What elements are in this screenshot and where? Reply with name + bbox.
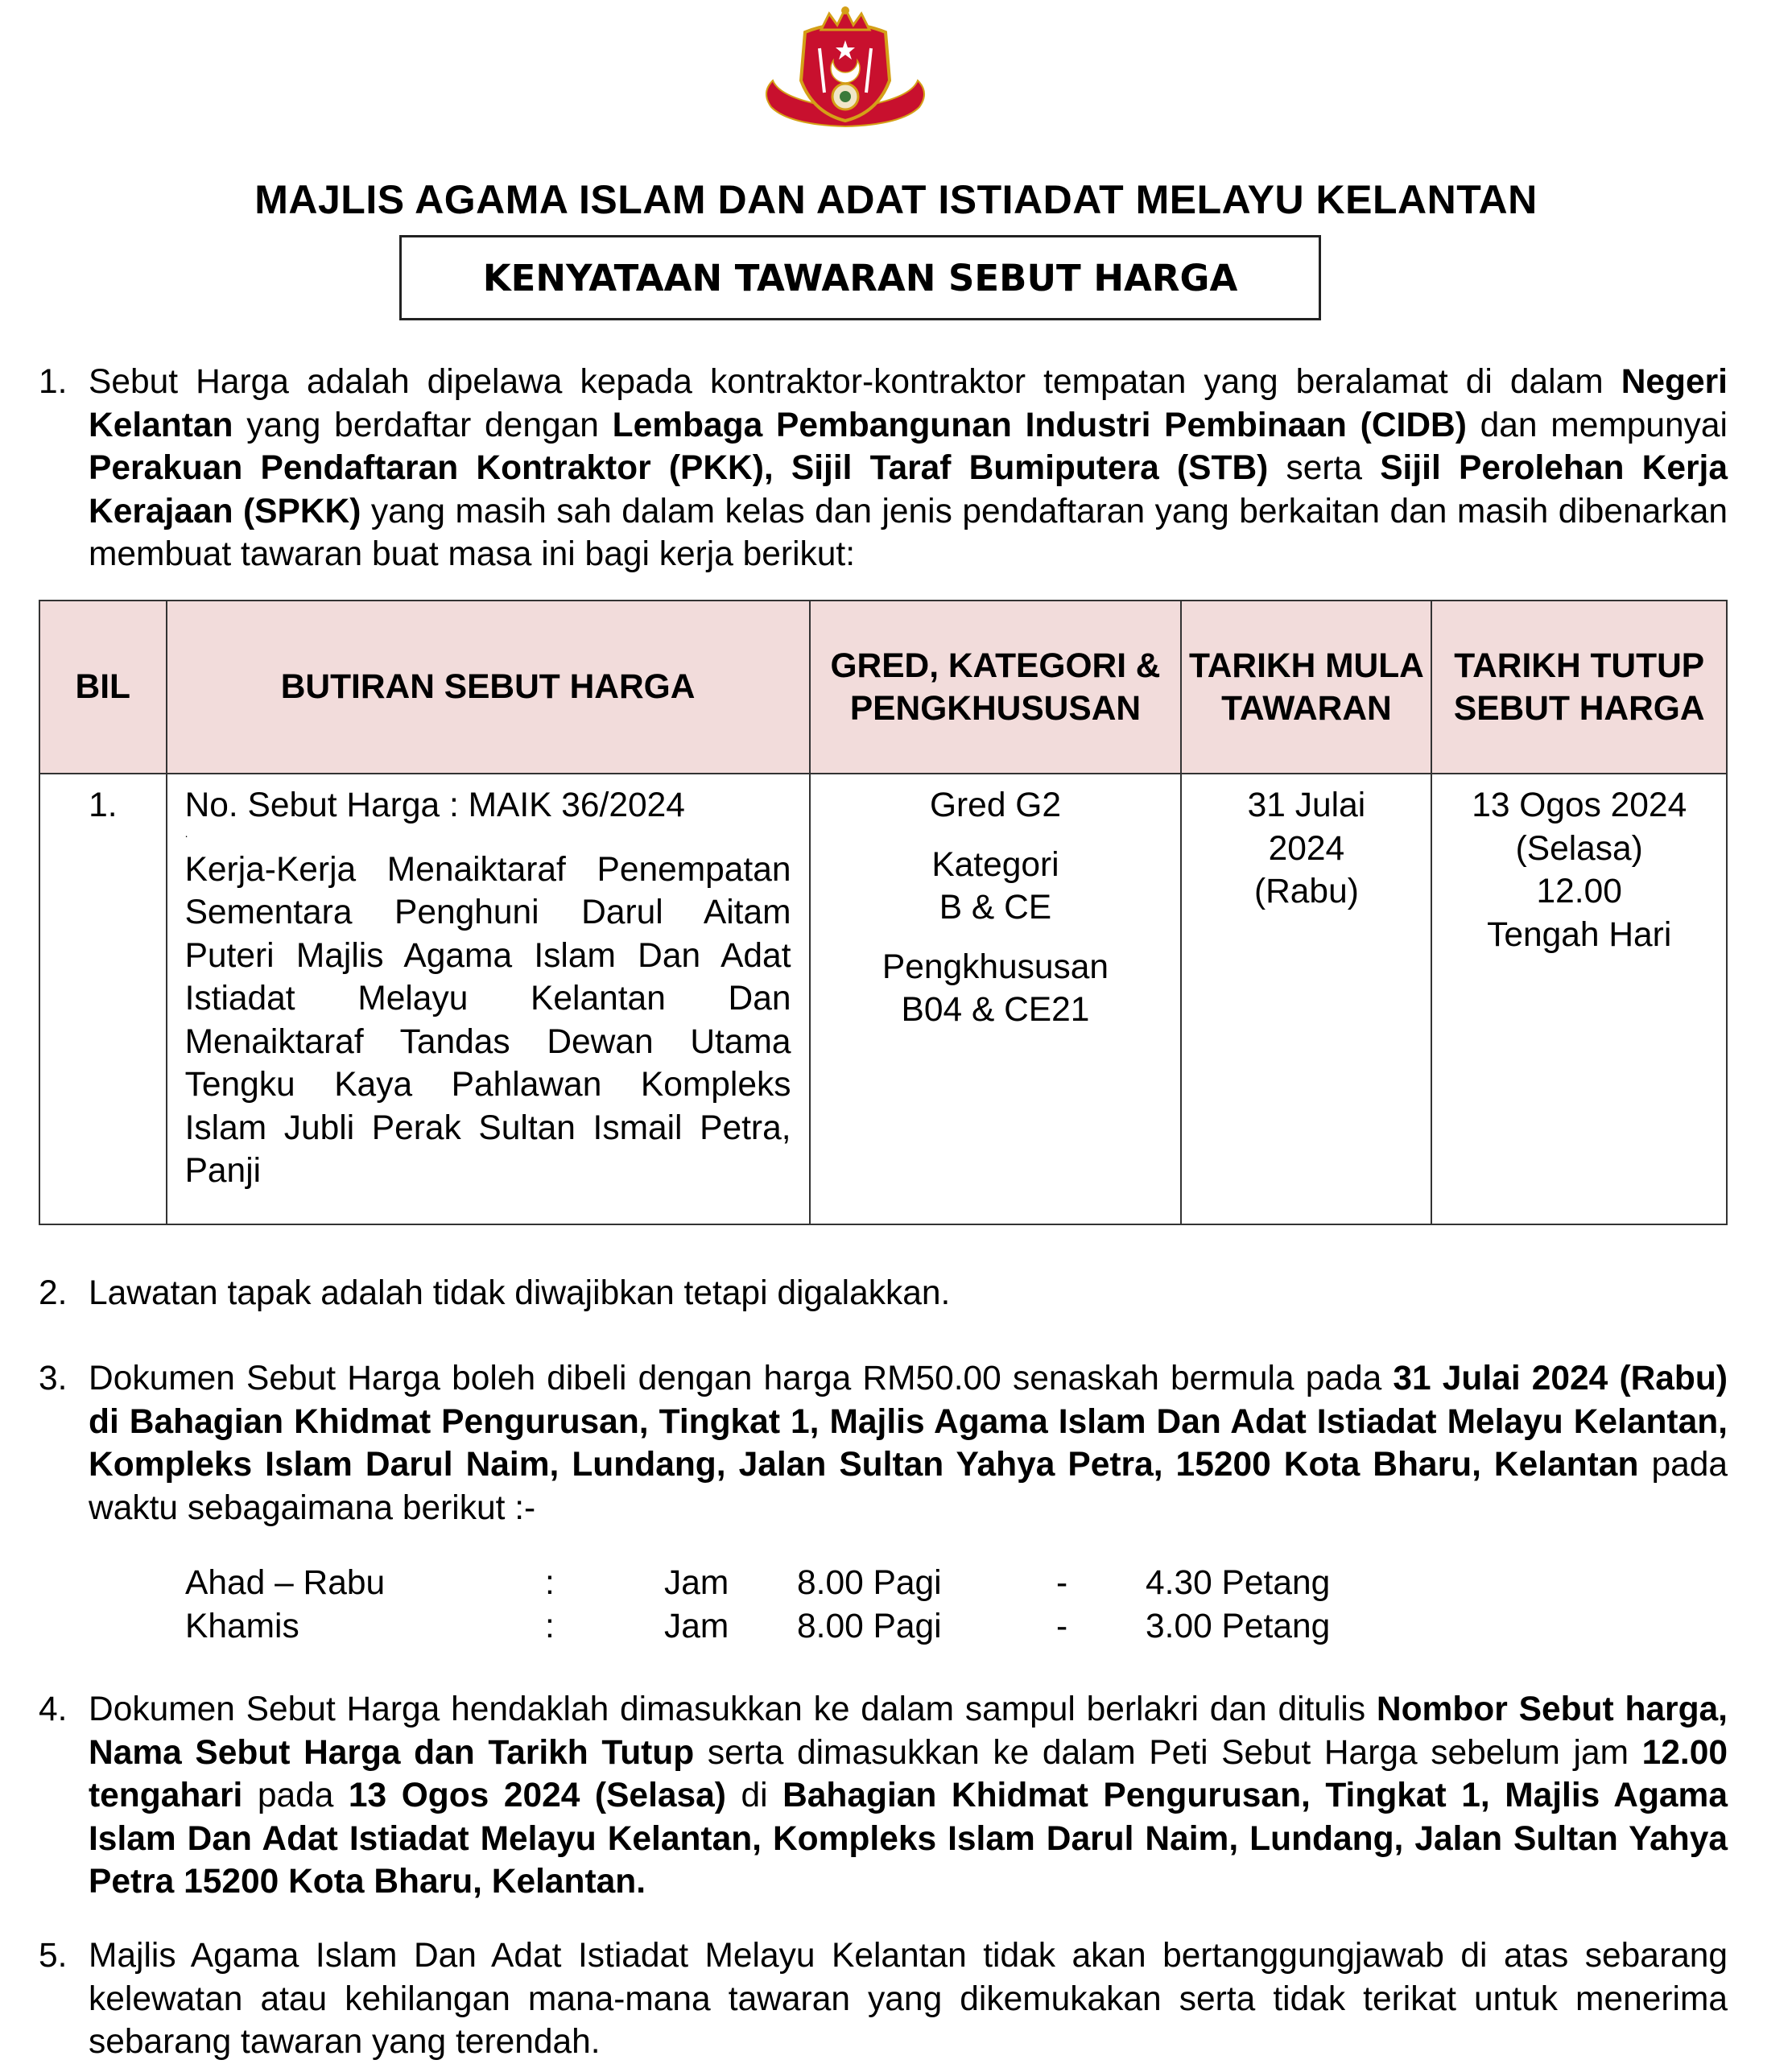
header-tarikh-mula: TARIKH MULA TAWARAN [1181,601,1431,774]
hours-dash: - [1056,1607,1068,1645]
para-1-bold-2: Lembaga Pembangunan Industri Pembinaan (CIDB) [612,406,1467,444]
header-butiran: BUTIRAN SEBUT HARGA [167,601,810,774]
category-block [811,844,1180,930]
start-day: (Rabu) [1253,873,1359,910]
start-date: 31 Julai 2024 [1247,786,1366,868]
header-tarikh-tutup: TARIKH TUTUP SEBUT HARGA [1431,601,1727,774]
para-1-bold-4: Sijil Perolehan Kerja Kerajaan (SPKK) [89,449,1728,530]
para-3-text-2: pada waktu sebagaimana berikut :- [89,1446,1728,1527]
para-3-bold-1: 31 Julai 2024 (Rabu) di Bahagian Khidmat Pengurusan, Tingkat 1, Majlis Agama Islam Dan Adat Istiadat Melayu Kelantan, Kompleks Islam Darul Naim, Lundang, Jalan Sultan Yahya Petra, 15200 Kota Bharu, Kelantan [89,1360,1728,1484]
para-5-number: 5. [39,1937,68,1975]
hours-row [185,1562,1393,1605]
closing-period: Tengah Hari [1487,915,1672,954]
hours-day: Ahad – Rabu [185,1564,386,1602]
para-1-text-2: yang berdaftar dengan [233,406,613,444]
para-1-bold-3: Perakuan Pendaftaran Kontraktor (PKK), Sijil Taraf Bumiputera (STB) [89,449,1269,487]
cell-tarikh-mula [1181,774,1431,1224]
hours-jam: Jam [664,1607,729,1645]
hours-end: 4.30 Petang [1146,1564,1331,1602]
para-1-number: 1. [39,363,68,401]
hours-colon: : [545,1607,555,1645]
hours-jam: Jam [664,1564,729,1602]
closing-day: (Selasa) [1515,829,1643,868]
organization-title: MAJLIS AGAMA ISLAM DAN ADAT ISTIADAT MELAYU KELANTAN [254,177,1538,222]
specialization-label: Pengkhususan [882,947,1109,986]
para-4-bold-2: 12.00 tengahari [89,1733,1728,1814]
header-bil: BIL [39,601,167,774]
closing-date: 13 Ogos 2024 [1472,786,1687,824]
para-3-text-1: Dokumen Sebut Harga boleh dibeli dengan harga RM50.00 senaskah bermula pada [89,1360,1394,1397]
para-1 [89,361,1728,576]
para-4-text-4: di [725,1777,783,1814]
hours-end: 3.00 Petang [1146,1607,1331,1645]
hours-start: 8.00 Pagi [797,1564,942,1602]
para-1-text-3: dan mempunyai [1466,406,1728,444]
category-label: Kategori [931,845,1059,884]
maik-crest-logo [757,4,934,133]
para-4-bold-1: Nombor Sebut harga, Nama Sebut Harga dan Tarikh Tutup [89,1690,1728,1772]
closing-time: 12.00 [1536,873,1622,910]
hours-row [185,1605,1393,1649]
para-1-text-1: Sebut Harga adalah dipelawa kepada kontraktor-kontraktor tempatan yang beralamat di dalam [89,363,1604,401]
header-gred: GRED, KATEGORI & PENGKHUSUSAN [810,601,1182,774]
para-1-bold-1: Negeri Kelantan [89,363,1728,444]
para-5: Majlis Agama Islam Dan Adat Istiadat Melayu Kelantan tidak akan bertanggungjawab di atas sebarang kelewatan atau kehilangan mana-mana tawaran yang dikemukakan serta tidak terikat untuk menerima sebarang tawaran yang terendah. [89,1937,1728,2061]
tender-table [39,600,1728,1225]
stray-dot: . [184,826,188,840]
para-4-text-3: pada [242,1777,349,1814]
table-row [39,774,1727,1224]
para-4-bold-3: 13 Ogos 2024 (Selasa) [348,1777,726,1814]
grade: Gred G2 [929,786,1061,824]
para-4-text-1: Dokumen Sebut Harga hendaklah dimasukkan ke dalam sampul berlakri dan ditulis [89,1690,1377,1728]
para-3 [89,1357,1728,1529]
hours-start: 8.00 Pagi [797,1607,942,1645]
category-value: B & CE [939,889,1052,927]
para-4 [89,1688,1728,1904]
para-4-number: 4. [39,1690,68,1728]
office-hours [185,1562,1393,1648]
para-2-number: 2. [39,1274,68,1312]
para-4-bold-4: Bahagian Khidmat Pengurusan, Tingkat 1, Majlis Agama Islam Dan Adat Istiadat Melayu Kelantan, Kompleks Islam Darul Naim, Lundang, Jalan Sultan Yahya Petra 15200 Kota Bharu, Kelantan. [89,1777,1728,1901]
document-title-box [399,235,1321,320]
para-2: Lawatan tapak adalah tidak diwajibkan tetapi digalakkan. [89,1274,951,1312]
hours-dash: - [1056,1564,1068,1602]
para-1-text-4: serta [1268,449,1381,487]
para-4-text-2: serta dimasukkan ke dalam Peti Sebut Harga sebelum jam [694,1733,1642,1772]
cell-butiran [167,774,810,1224]
quotation-description: Kerja-Kerja Menaiktaraf Penempatan Sementara Penghuni Darul Aitam Puteri Majlis Agama Islam Dan Adat Istiadat Melayu Kelantan Dan Menaiktaraf Tandas Dewan Utama Tengku Kaya Pahlawan Kompleks Islam Jubli Perak Sultan Ismail Petra, Panji [184,850,791,1190]
hours-colon: : [545,1564,555,1602]
para-3-number: 3. [39,1360,68,1397]
cell-gred [810,774,1182,1224]
cell-tarikh-tutup [1431,774,1727,1224]
document-title: KENYATAAN TAWARAN SEBUT HARGA [482,256,1238,299]
hours-day: Khamis [185,1607,299,1645]
specialization-block [811,946,1180,1032]
para-1-text-5: yang masih sah dalam kelas dan jenis pendaftaran yang berkaitan dan masih dibenarkan membuat tawaran buat masa ini bagi kerja berikut: [89,492,1728,573]
table-header-row [39,601,1727,774]
quotation-number: No. Sebut Harga : MAIK 36/2024 [184,786,685,824]
specialization-value: B04 & CE21 [901,991,1090,1029]
cell-bil: 1. [39,774,167,1224]
